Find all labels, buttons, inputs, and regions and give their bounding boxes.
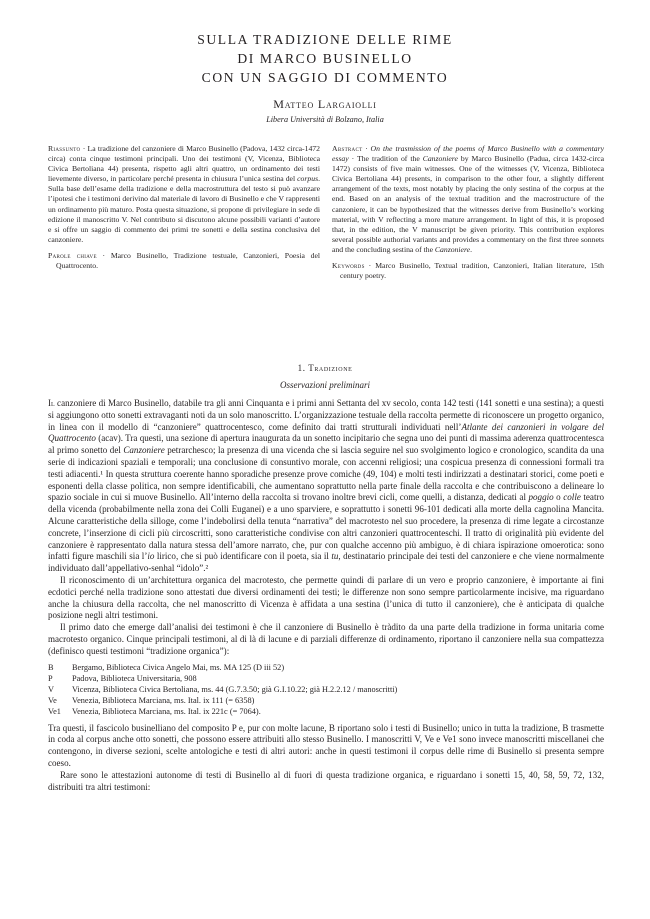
paragraph-1-part-f: lirico, che si può identificare con il poeta, sia il [154,551,332,562]
abstract-italian-italic-corpus: corpus [297,174,319,184]
abstract-italian-text-1: · La tradizione del canzoniere di Marco Businello (Padova, 1432 circa-1472 circa) conta cinque testimoni principali. Uno dei testimoni (V, Vicenza, Biblioteca Civica Bertoliana 44) presenta, rispetto agli altri quattro, un ordinamento dei testi lievemente diverso, in particolare perché presenta in chiusura l’unica sestina del [48,144,320,184]
keywords-italian [48,251,320,271]
paragraph-3: Il primo dato che emerge dall’analisi dei testimoni è che il canzoniere di Businello è tràdito da una parte della tradizione in forma unitaria come macrotesto organico. Cinque principali testimoni, al di là di lacune e di parziali differenze di ordinamento, riportano il canzoniere nella sua compattezza (definisco questi testimoni “tradizione organica”): [48,622,604,656]
abstract-english-title: · On the trasmission of the poems of Marco Businello with a commentary essay [332,144,604,164]
abstract-english-text-1: · The tradition of the [348,154,423,164]
paragraph-1-first-word: Il [48,398,55,408]
abstract-english-text-2: by Marco Businello (Padua, circa 1432-circa 1472) consists of five main witnesses. One of the witnesses (V, Vicenza, Biblioteca Civica Bertoliana 44) presents, in comparison to the other four, a slightly different arrangement of the texts, most notably by placing the only sestina of the corpus at the end. Based on an analysis of the textual tradition and the macrostructure of the canzoniere, it can be hypothesized that the witnesses derive from Businello’s working material, with V reflecting a more mature arrangement. In light of this, it is proposed that, in the edition, the V manuscript be given priority. This contribution explores several possible authorial variants and provides a commentary on the first three sonnets and the concluding sestina of the [332,154,604,254]
witness-row [48,706,604,717]
abstract-english-text [332,144,604,255]
abstracts [0,144,650,334]
abstract-italian-text [48,144,320,245]
keywords-english [332,261,604,281]
paragraph-5: Rare sono le attestazioni autonome di testi di Businello al di fuori di questa tradizione organica, e riguardano i sonetti 15, 40, 58, 59, 72, 132, distribuiti tra altri testimoni: [48,769,604,792]
witness-siglum: Ve [48,695,57,705]
paragraph-4: Tra questi, il fascicolo businelliano del composito P e, pur con molte lacune, B riportano solo i testi di Businello; unico in tutta la tradizione, B trasmette in coda al corpus anche otto sonetti, che possono essere attribuiti allo stesso Businello. I manoscritti V, Ve e Ve1 sono invece manoscritti miscellanei che contengono, in diverse sezioni, scelte antologiche e testi di altri autori: anche in questi testimoni il corpus delle rime di Businello si presenta sempre coeso. [48,722,604,768]
paragraph-1-part-g: , destinatario principale dei testi del canzoniere e che viene normalmente individuato dall’appellativo-senhal “idolo”.² [48,551,604,574]
io-italic: io [147,551,155,562]
witness-description: Bergamo, Biblioteca Civica Angelo Mai, ms. MA 125 (D iii 52) [72,662,285,672]
abstract-english [332,144,604,281]
body-text [48,398,604,793]
paragraph-1-part-d: o [553,492,564,503]
witness-row [48,695,604,706]
keywords-italian-text: · Marco Businello, Tradizione testuale, Canzonieri, Poesia del Quattrocento. [56,250,320,271]
canzoniere-italic: Canzoniere [123,445,165,456]
witness-description: Venezia, Biblioteca Marciana, ms. Ital. ix 111 (= 6358) [72,695,255,705]
witness-siglum: P [48,673,53,683]
witness-description: Venezia, Biblioteca Marciana, ms. Ital. ix 221c (= 7064). [72,706,261,716]
witness-siglum: V [48,684,54,694]
witness-list [48,662,604,717]
keywords-english-text: · Marco Businello, Textual tradition, Canzonieri, Italian literature, 15th century poetry. [340,261,604,281]
section-heading: 1. Tradizione [297,363,353,373]
witness-description: Vicenza, Biblioteca Civica Bertoliana, ms. 44 (G.7.3.50; già G.I.10.22; già H.2.2.12 / manoscritti) [72,684,398,694]
colle-italic: colle [563,492,581,503]
paragraph-1 [48,398,604,575]
author-affiliation: Libera Università di Bolzano, Italia [266,115,384,124]
abstract-english-italic-canzoniere-2: Canzoniere [434,244,471,254]
atlante-title: Atlante dei canzonieri in volgare del Quattrocento [48,421,604,444]
witness-siglum: Ve1 [48,706,61,716]
tu-italic: tu [331,551,339,562]
keywords-english-label: Keywords [332,261,365,271]
paragraph-1-part-b: (acav). Tra questi, una sezione di apertura inaugurata da un sonetto incipitario che segna uno dei punti di massima aderenza quattrocentesca al primo sonetto del [48,433,604,456]
witness-row [48,684,604,695]
witness-description: Padova, Biblioteca Universitaria, 908 [72,673,197,683]
witness-row [48,673,604,684]
abstract-english-italic-canzoniere: Canzoniere [422,154,458,164]
poggio-italic: poggio [528,492,554,503]
witness-row [48,662,604,673]
abstract-english-text-3: . [470,244,472,254]
paragraph-1-part-e: teatro della vicenda (probabilmente nella zona dei Colli Euganei) e a uno sparviere, e soprattutto i sonetti 96-101 dedicati alla morte della cagnolina Mancita. Alcune caratteristiche della silloge, come l’indebolirsi della tenuta “narrativa” del macrotesto nel suo procedere, la presenza di rime legate a circostanze concrete, l’inserzione di cicli più circoscritti, sono caratteristiche condivise con altri canzonieri quattrocenteschi. Il tratto di originalità più evidente del canzoniere è rappresentato dalla natura stessa dell’amore narrato, che, pur con qualche accenno più ambiguo, è di chiara ispirazione omoerotica: sono infatti figure maschili sia l’ [48,492,604,562]
paragraph-2: Il riconoscimento di un’architettura organica del macrotesto, che permette quindi di parlare di un vero e proprio canzoniere, è importante ai fini ecdotici perché nella tradizione sono attestati due diversi ordinamenti dei testi; le differenze non sono sempre particolarmente incisive, ma riguardano anche la chiusura della raccolta, che nel manoscritto di Vicenza è affidata a una sestina (l’unica di tutto il canzoniere), che è anticipata di qualche posizione negli altri testimoni. [48,574,604,621]
paragraph-1-part-c: petrarchesco; la presenza di una vicenda che si lascia seguire nel suo svolgimento logico e cronologico, scandita da una serie di indicazioni spaziali e temporali; una conclusione di consuntivo morale, con accenni religiosi; una cospicua presenza di connessioni formali tra testi adiacenti.¹ In questa struttura coerente hanno sporadiche presenze prove comiche (49, 104) e molti testi indirizzati a destinatari storici, come poeti e esponenti della classe politica, non sempre identificabili, che aumentano soprattutto nella parte finale della raccolta e che contribuiscono a delineare lo spazio sociale in cui si muove Businello. All’interno della raccolta si trovano inoltre brevi cicli, come quelli, a distanza, dedicati al [48,445,604,503]
abstract-italian-text-2: . Sulla base dell’esame della tradizione e della macrostruttura del testo si può avanzare l’ipotesi che i testimoni derivino dal materiale di lavoro di Businello e che V rappresenti un ordinamento più maturo. Posta questa situazione, si propone di privilegiare in sede di edizione il manoscritto V. Nel contributo si discutono alcune possibili varianti d’autore e si offre un saggio di commento dei primi tre sonetti e della sestina conclusiva del canzoniere. [48,174,320,244]
keywords-italian-label: Parole chiave [48,250,97,260]
section-subheading: Osservazioni preliminari [280,380,370,390]
abstract-italian-label: Riassunto [48,144,81,153]
abstract-italian [48,144,320,271]
title-line-3: CON UN SAGGIO DI COMMENTO [201,70,449,85]
witness-siglum: B [48,662,54,672]
title-line-1: SULLA TRADIZIONE DELLE RIME [197,32,453,47]
paragraph-1-part-a: canzoniere di Marco Businello, databile tra gli anni Cinquanta e i primi anni Settanta del xv secolo, conta 142 testi (141 sonetti e una sestina); a questi si aggiungono otto sonetti extravaganti noti da un solo manoscritto. L’organizzazione testuale della raccolta permette di riconoscere un progetto organico, in linea con il modello di “canzoniere” quattrocentesco, come definito dai tratti strutturali individuati nell’ [48,398,604,432]
abstract-english-label: Abstract [332,144,363,153]
title-block [0,30,650,124]
author-name: Matteo Largaiolli [273,97,377,111]
title-line-2: DI MARCO BUSINELLO [237,51,413,66]
